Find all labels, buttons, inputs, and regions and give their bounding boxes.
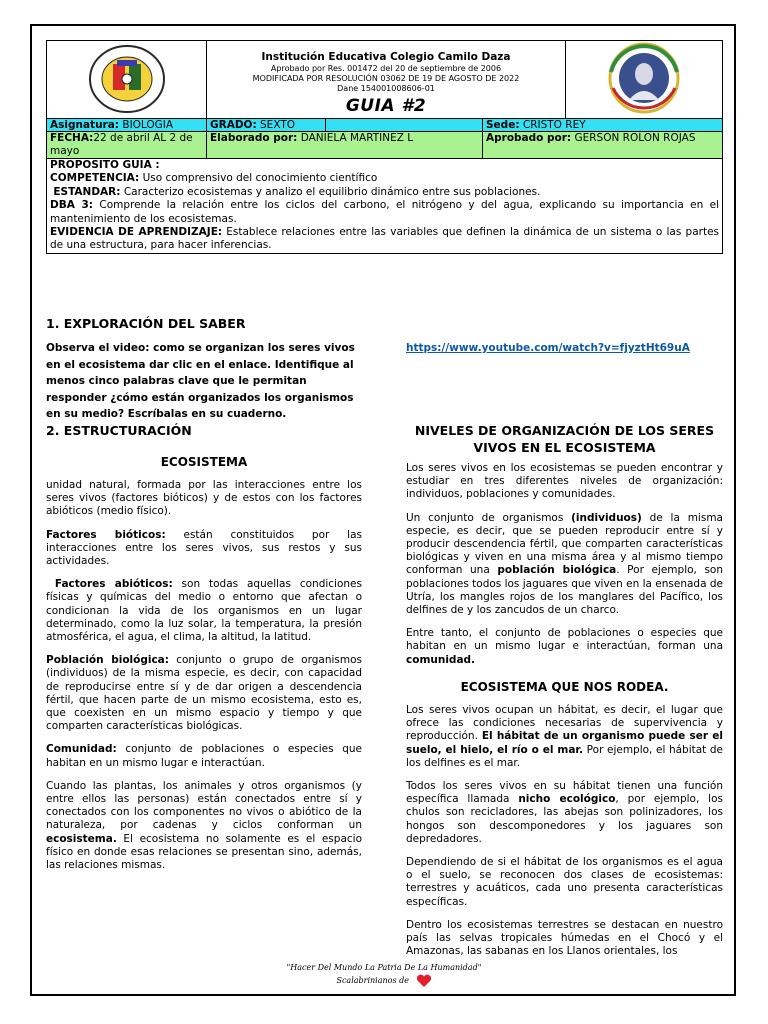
video-link-container (406, 340, 723, 357)
header-table (46, 40, 723, 254)
r3-bold: comunidad. (406, 653, 476, 666)
elaborado-cell (207, 132, 483, 159)
abioticos-label: Factores abióticos: (54, 578, 173, 591)
terrestres-paragraph: Dentro los ecosistemas terrestres se destacan en nuestro país las selvas tropicales húmedas en el Chocó y el Amazonas, las sabanas en los Llanos orientales, los (406, 918, 723, 958)
estandar-text: Caracterizo ecosistemas y analizo el equilibrio dinámico entre sus poblaciones. (123, 185, 541, 198)
school-crest-logo (87, 42, 167, 114)
footer-signoff (0, 974, 768, 988)
empty-cell (326, 119, 483, 132)
evidencia-label: EVIDENCIA DE APRENDIZAJE: (50, 226, 223, 239)
tipos-ecosistemas-paragraph: Dependiendo de si el hábitat de los organismos es el agua o el suelo, se reconocen dos clases de ecosistemas: terrestres y acuáticos, cada uno presenta características específicas. (406, 856, 723, 908)
section2-heading: 2. ESTRUCTURACIÓN (46, 423, 192, 438)
individuos-paragraph (406, 512, 723, 618)
abioticos-text: son todas aquellas condiciones físicas y químicas del medio o entorno que afectan o condicionan la vida de los organismos en un lugar determinado, como la luz solar, la temperatura, la presión atmosférica, el agua, el clima, la altitud, la latitud. (46, 578, 362, 644)
ecosistema-bold: ecosistema. (46, 832, 117, 845)
comunidad-right-paragraph (406, 627, 723, 667)
title-cell (207, 41, 566, 119)
approved-resolution: Aprobado por Res. 001472 del 20 de septiembre de 2006 (270, 64, 502, 73)
sede-label: Sede: (486, 119, 520, 131)
right-column (406, 462, 723, 969)
proposito-cell (47, 159, 723, 254)
r4-a: Los seres vivos ocupan un hábitat, es decir, el lugar que ofrece las condiciones necesarias de supervivencia y reproducción. (406, 704, 723, 743)
bioticos-label: Factores bióticos: (46, 528, 166, 541)
poblacion-paragraph (46, 654, 362, 733)
institution-name: Institución Educativa Colegio Camilo Daza (261, 51, 511, 63)
youtube-link[interactable]: https://www.youtube.com/watch?v=fjyztHt69uA (406, 342, 690, 354)
guide-title: GUIA #2 (345, 96, 427, 116)
comunidad-paragraph (46, 743, 362, 769)
left-column (46, 479, 362, 882)
grado-label: GRADO: (210, 119, 257, 131)
ecosistema-text-a: Cuando las plantas, los animales y otros organismos (y entre ellos las personas) están conectados entre sí y conectados con los componentes no vivos o abiótico de la naturaleza, por cadenas y ciclos conforman un (46, 779, 362, 832)
grado-cell (207, 119, 326, 132)
fecha-label: FECHA: (50, 132, 94, 144)
heart-icon (416, 974, 432, 988)
evidencia-text: Establece relaciones entre las variables que definen la dinámica de un sistema o las partes de una estructura, para hacer inferencias. (50, 226, 720, 252)
ecosistema-paragraph (46, 780, 362, 872)
asignatura-label: Asignatura: (50, 119, 120, 131)
dba-text: Comprende la relación entre los ciclos del carbono, el nitrógeno y del agua, explicando su importancia en el mantenimiento de los ecosistemas. (50, 199, 720, 225)
r3-a: Entre tanto, el conjunto de poblaciones o especies que habitan en un mismo lugar e interactúan, forman una (406, 627, 723, 653)
proposito-title: PROPOSITO GUIA : (50, 159, 160, 171)
ecosistema-heading: ECOSISTEMA (160, 455, 248, 469)
bioticos-paragraph (46, 529, 362, 569)
fecha-cell (47, 132, 207, 159)
competencia-label: COMPETENCIA: (50, 172, 140, 185)
poblacion-text: conjunto o grupo de organismos (individuos) de la misma especie, es decir, con capacidad de reproducirse entre sí y de dar origen a descendencia fértil, que hacen parte de un mismo ecosistema, esto es, que coexisten en un mismo espacio y tiempo y que comparten características biológicas. (46, 654, 362, 733)
niveles-heading: NIVELES DE ORGANIZACIÓN DE LOS SERES VIVOS EN EL ECOSISTEMA (414, 423, 715, 455)
nicho-paragraph (406, 780, 723, 846)
niveles-intro: Los seres vivos en los ecosistemas se pueden encontrar y estudiar en tres diferentes niveles de organización: individuos, poblaciones y comunidades. (406, 462, 723, 501)
aprobado-label: Aprobado por: (486, 132, 572, 144)
fecha-value: 22 de abril AL 2 de mayo (50, 132, 193, 157)
aprobado-value: GERSON ROLON ROJAS (574, 132, 696, 144)
competencia-text: Uso comprensivo del conocimiento científico (142, 172, 378, 185)
dane-code: Dane 154001008606-01 (337, 84, 435, 93)
bioticos-text: están constituidos por las interacciones entre los seres vivos, sus restos y sus actividades. (46, 528, 363, 568)
elaborado-value: DANIELA MARTINEZ L (300, 132, 414, 144)
sede-cell (483, 119, 723, 132)
r5-c: , por ejemplo, los chulos son recicladores, las abejas son polinizadores, los hongos son descomponedores y los jaguares son depredadores. (406, 793, 723, 845)
r5-a: Todos los seres vivos en su hábitat tienen una función específica llamada (406, 780, 723, 806)
ecosistema-definition: unidad natural, formada por las interacciones entre los seres vivos (factores bióticos) y de estos con los factores abióticos (medio físico). (46, 479, 362, 518)
ecosistema-text-b: El ecosistema no solamente es el espacio físico en donde esas relaciones se presentan sino, además, las relaciones mismas. (46, 832, 362, 872)
asignatura-cell (47, 119, 207, 132)
r2-bold-poblacion: población biológica (497, 564, 617, 577)
instruction-text: Observa el video: como se organizan los seres vivos en el ecosistema dar clic en el enlace. Identifique al menos cinco palabras clave que le permitan responder ¿cómo están organizados los organismos en su medio? Escríbalas en su cuaderno. (46, 342, 355, 420)
habitat-paragraph (406, 704, 723, 770)
section1-instruction (46, 340, 362, 423)
asignatura-value: BIOLOGIA (122, 119, 174, 131)
modified-resolution: MODIFICADA POR RESOLUCIÓN 03062 DE 19 DE AGOSTO DE 2022 (252, 74, 520, 83)
footer-motto: "Hacer Del Mundo La Patria De La Humanidad" (286, 963, 482, 972)
elaborado-label: Elaborado por: (210, 132, 298, 144)
school-logo-cell (47, 41, 207, 119)
footer-signoff-text: Scalabrinianos de (336, 976, 409, 985)
aprobado-cell (483, 132, 723, 159)
ecosistema-rodea-heading: ECOSISTEMA QUE NOS RODEA. (460, 679, 669, 694)
r2-c: de la misma especie, es decir, que se pueden reproducir entre sí y producir descendencia fértil, que comparten características biológicas y viven en una misma área y al mismo tiempo conforman una (406, 511, 723, 577)
r4-c: Por ejemplo, el hábitat de los delfines es el mar. (406, 743, 724, 769)
abioticos-paragraph (46, 578, 362, 644)
r5-bold: nicho ecológico (518, 793, 616, 806)
estandar-label: ESTANDAR: (53, 185, 121, 198)
grado-value: SEXTO (260, 119, 296, 131)
r2-a: Un conjunto de organismos (406, 511, 572, 524)
portrait-logo-cell (566, 41, 723, 119)
poblacion-label: Población biológica: (46, 654, 169, 667)
section1-heading: 1. EXPLORACIÓN DEL SABER (46, 316, 246, 331)
r2-bold-individuos: (individuos) (571, 511, 642, 524)
dba-label: DBA 3: (50, 199, 94, 212)
comunidad-text: conjunto de poblaciones o especies que habitan en un mismo lugar e interactúan. (46, 743, 362, 769)
r2-d: . Por ejemplo, son poblaciones todos los jaguares que viven en la ensenada de Utría, los mangles rojos de los manglares del Pacífico, los delfines de y los zancudos de un charco. (406, 564, 724, 617)
sede-value: CRISTO REY (522, 119, 586, 131)
portrait-seal-logo (605, 42, 683, 114)
r4-bold: El hábitat de un organismo puede ser el suelo, el hielo, el río o el mar. (406, 730, 723, 756)
comunidad-label: Comunidad: (46, 743, 117, 756)
